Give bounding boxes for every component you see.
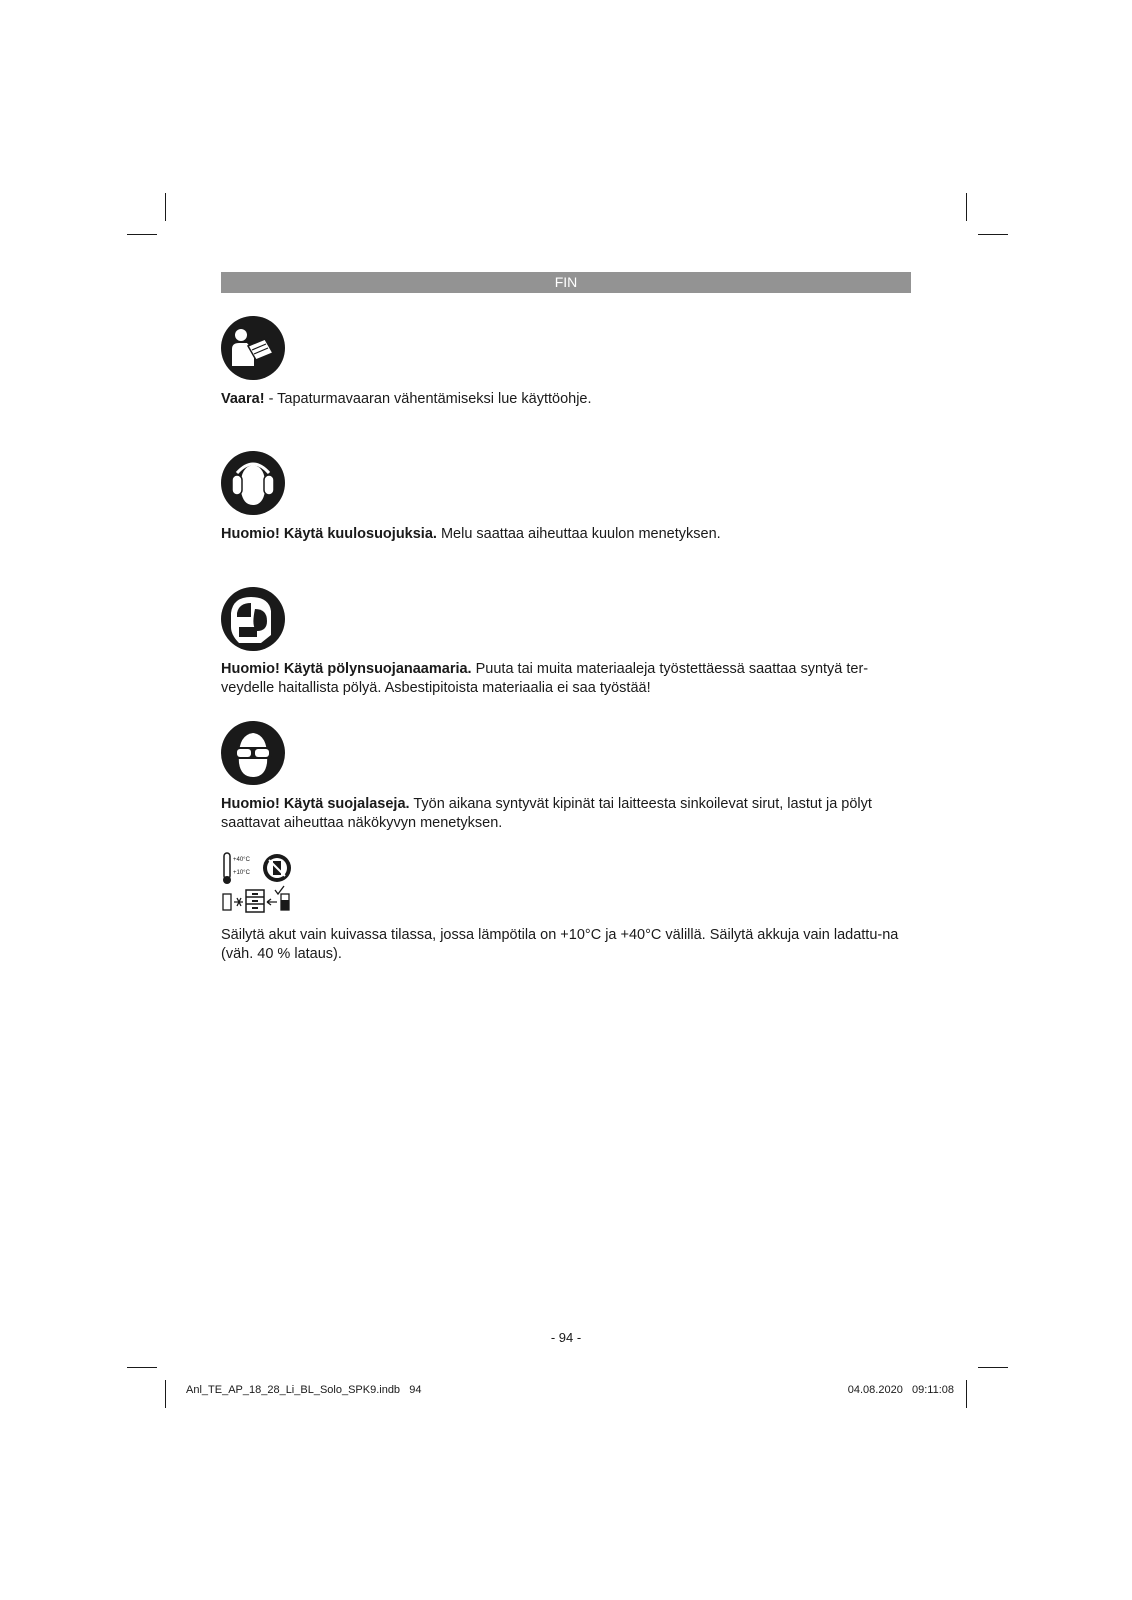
language-header: FIN xyxy=(221,272,911,293)
goggles-text: Työn aikana syntyvät kipinät tai laitteesta sinkoilevat sirut, lastut ja pölyt saattavat aiheuttaa näkökyvyn menetyksen. xyxy=(221,796,872,831)
crop-mark xyxy=(127,234,157,235)
battery-storage-paragraph xyxy=(221,926,911,963)
ear-protection-icon xyxy=(221,451,285,515)
dust-mask-label: Huomio! Käytä pölynsuojanaamaria. xyxy=(221,661,472,677)
read-manual-icon xyxy=(221,316,285,380)
warning-paragraph xyxy=(221,390,911,409)
min-temp-label: +10°C xyxy=(233,870,250,876)
ear-protection-paragraph xyxy=(221,525,911,544)
crop-mark xyxy=(966,193,967,221)
battery-storage-icon xyxy=(221,852,293,914)
dust-mask-icon xyxy=(221,587,285,651)
crop-mark xyxy=(165,1380,166,1408)
ear-protection-label: Huomio! Käytä kuulosuojuksia. xyxy=(221,526,437,542)
warning-text: - Tapaturmavaaran vähentämiseksi lue käyttöohje. xyxy=(264,391,592,407)
crop-mark xyxy=(978,234,1008,235)
goggles-label: Huomio! Käytä suojalaseja. xyxy=(221,796,410,812)
max-temp-label: +40°C xyxy=(233,857,250,863)
crop-mark xyxy=(127,1367,157,1368)
goggles-paragraph xyxy=(221,795,911,832)
footer-file-name: Anl_TE_AP_18_28_Li_BL_Solo_SPK9.indb 94 xyxy=(186,1384,422,1396)
battery-storage-text: Säilytä akut vain kuivassa tilassa, jossa lämpötila on +10°C ja +40°C välillä. Säilytä akkuja vain ladattu-na (väh. 40 % lataus). xyxy=(221,927,899,962)
dust-mask-paragraph xyxy=(221,660,911,697)
crop-mark xyxy=(966,1380,967,1408)
warning-label: Vaara! xyxy=(221,391,265,407)
page-number: - 94 - xyxy=(550,1330,582,1345)
ear-protection-text: Melu saattaa aiheuttaa kuulon menetyksen. xyxy=(436,526,721,542)
footer-timestamp: 04.08.2020 09:11:08 xyxy=(847,1384,954,1396)
safety-goggles-icon xyxy=(221,721,285,785)
dust-mask-text: Puuta tai muita materiaaleja työstettäessä saattaa syntyä ter-veydelle haitallista pölyä. Asbestipitoista materiaalia ei saa työstää! xyxy=(221,661,869,696)
crop-mark xyxy=(978,1367,1008,1368)
crop-mark xyxy=(165,193,166,221)
